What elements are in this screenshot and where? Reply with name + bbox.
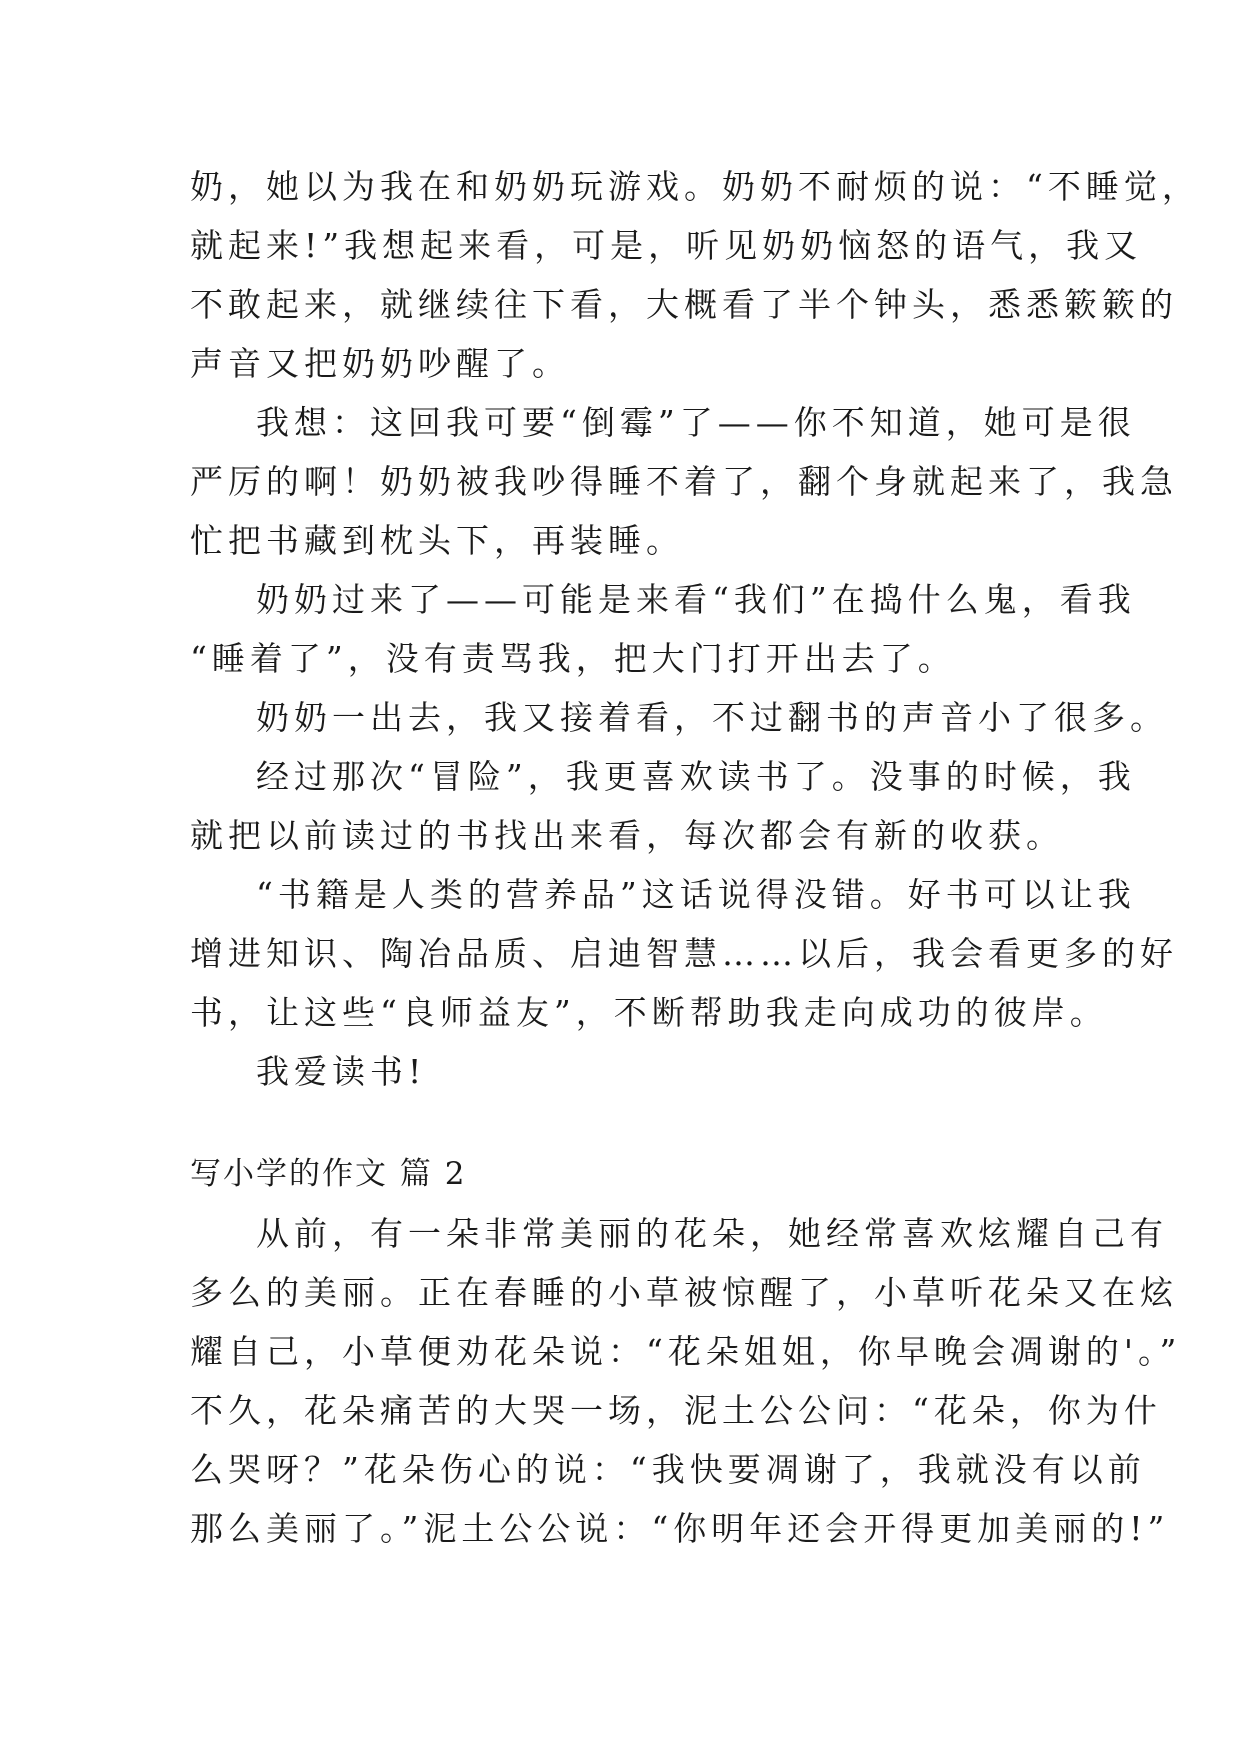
text-line: 耀自己，小草便劝花朵说：“花朵姐姐，你早晚会凋谢的'。”: [190, 1332, 1182, 1371]
text-line: 就起来!”我想起来看，可是，听见奶奶恼怒的语气，我又: [190, 226, 1143, 265]
text-line: 忙把书藏到枕头下，再装睡。: [190, 521, 684, 560]
paragraph-first-line: 奶奶一出去，我又接着看，不过翻书的声音小了很多。: [256, 698, 1168, 737]
paragraph-first-line: 奶奶过来了——可能是来看“我们”在捣什么鬼，看我: [256, 580, 1136, 619]
text-line: 声音又把奶奶吵醒了。: [190, 344, 570, 383]
text-line: “睡着了”，没有责骂我，把大门打开出去了。: [190, 639, 956, 678]
text-line: 不敢起来，就继续往下看，大概看了半个钟头，悉悉簌簌的: [190, 285, 1178, 324]
text-line: 不久，花朵痛苦的大哭一场，泥土公公问：“花朵，你为什: [190, 1391, 1162, 1430]
text-line: 书，让这些“良师益友”，不断帮助我走向成功的彼岸。: [190, 993, 1108, 1032]
text-line: 增进知识、陶冶品质、启迪智慧……以后，我会看更多的好: [190, 934, 1178, 973]
paragraph-first-line: 我爱读书!: [256, 1052, 427, 1091]
paragraph-first-line: 我想：这回我可要“倒霉”了——你不知道，她可是很: [256, 403, 1136, 442]
text-line: 奶，她以为我在和奶奶玩游戏。奶奶不耐烦的说：“不睡觉，: [190, 167, 1200, 206]
text-line: 么哭呀？”花朵伤心的说：“我快要凋谢了，我就没有以前: [190, 1450, 1146, 1489]
text-line: 多么的美丽。正在春睡的小草被惊醒了，小草听花朵又在炫: [190, 1273, 1178, 1312]
text-line: 就把以前读过的书找出来看，每次都会有新的收获。: [190, 816, 1064, 855]
text-line: 那么美丽了。”泥土公公说：“你明年还会开得更加美丽的!”: [190, 1509, 1170, 1548]
text-line: 严厉的啊！奶奶被我吵得睡不着了，翻个身就起来了，我急: [190, 462, 1178, 501]
paragraph-first-line: 从前，有一朵非常美丽的花朵，她经常喜欢炫耀自己有: [256, 1214, 1168, 1253]
paragraph-first-line: 经过那次“冒险”，我更喜欢读书了。没事的时候，我: [256, 757, 1136, 796]
section-heading: 写小学的作文 篇 2: [190, 1156, 467, 1192]
paragraph-first-line: “书籍是人类的营养品”这话说得没错。好书可以让我: [256, 875, 1136, 914]
